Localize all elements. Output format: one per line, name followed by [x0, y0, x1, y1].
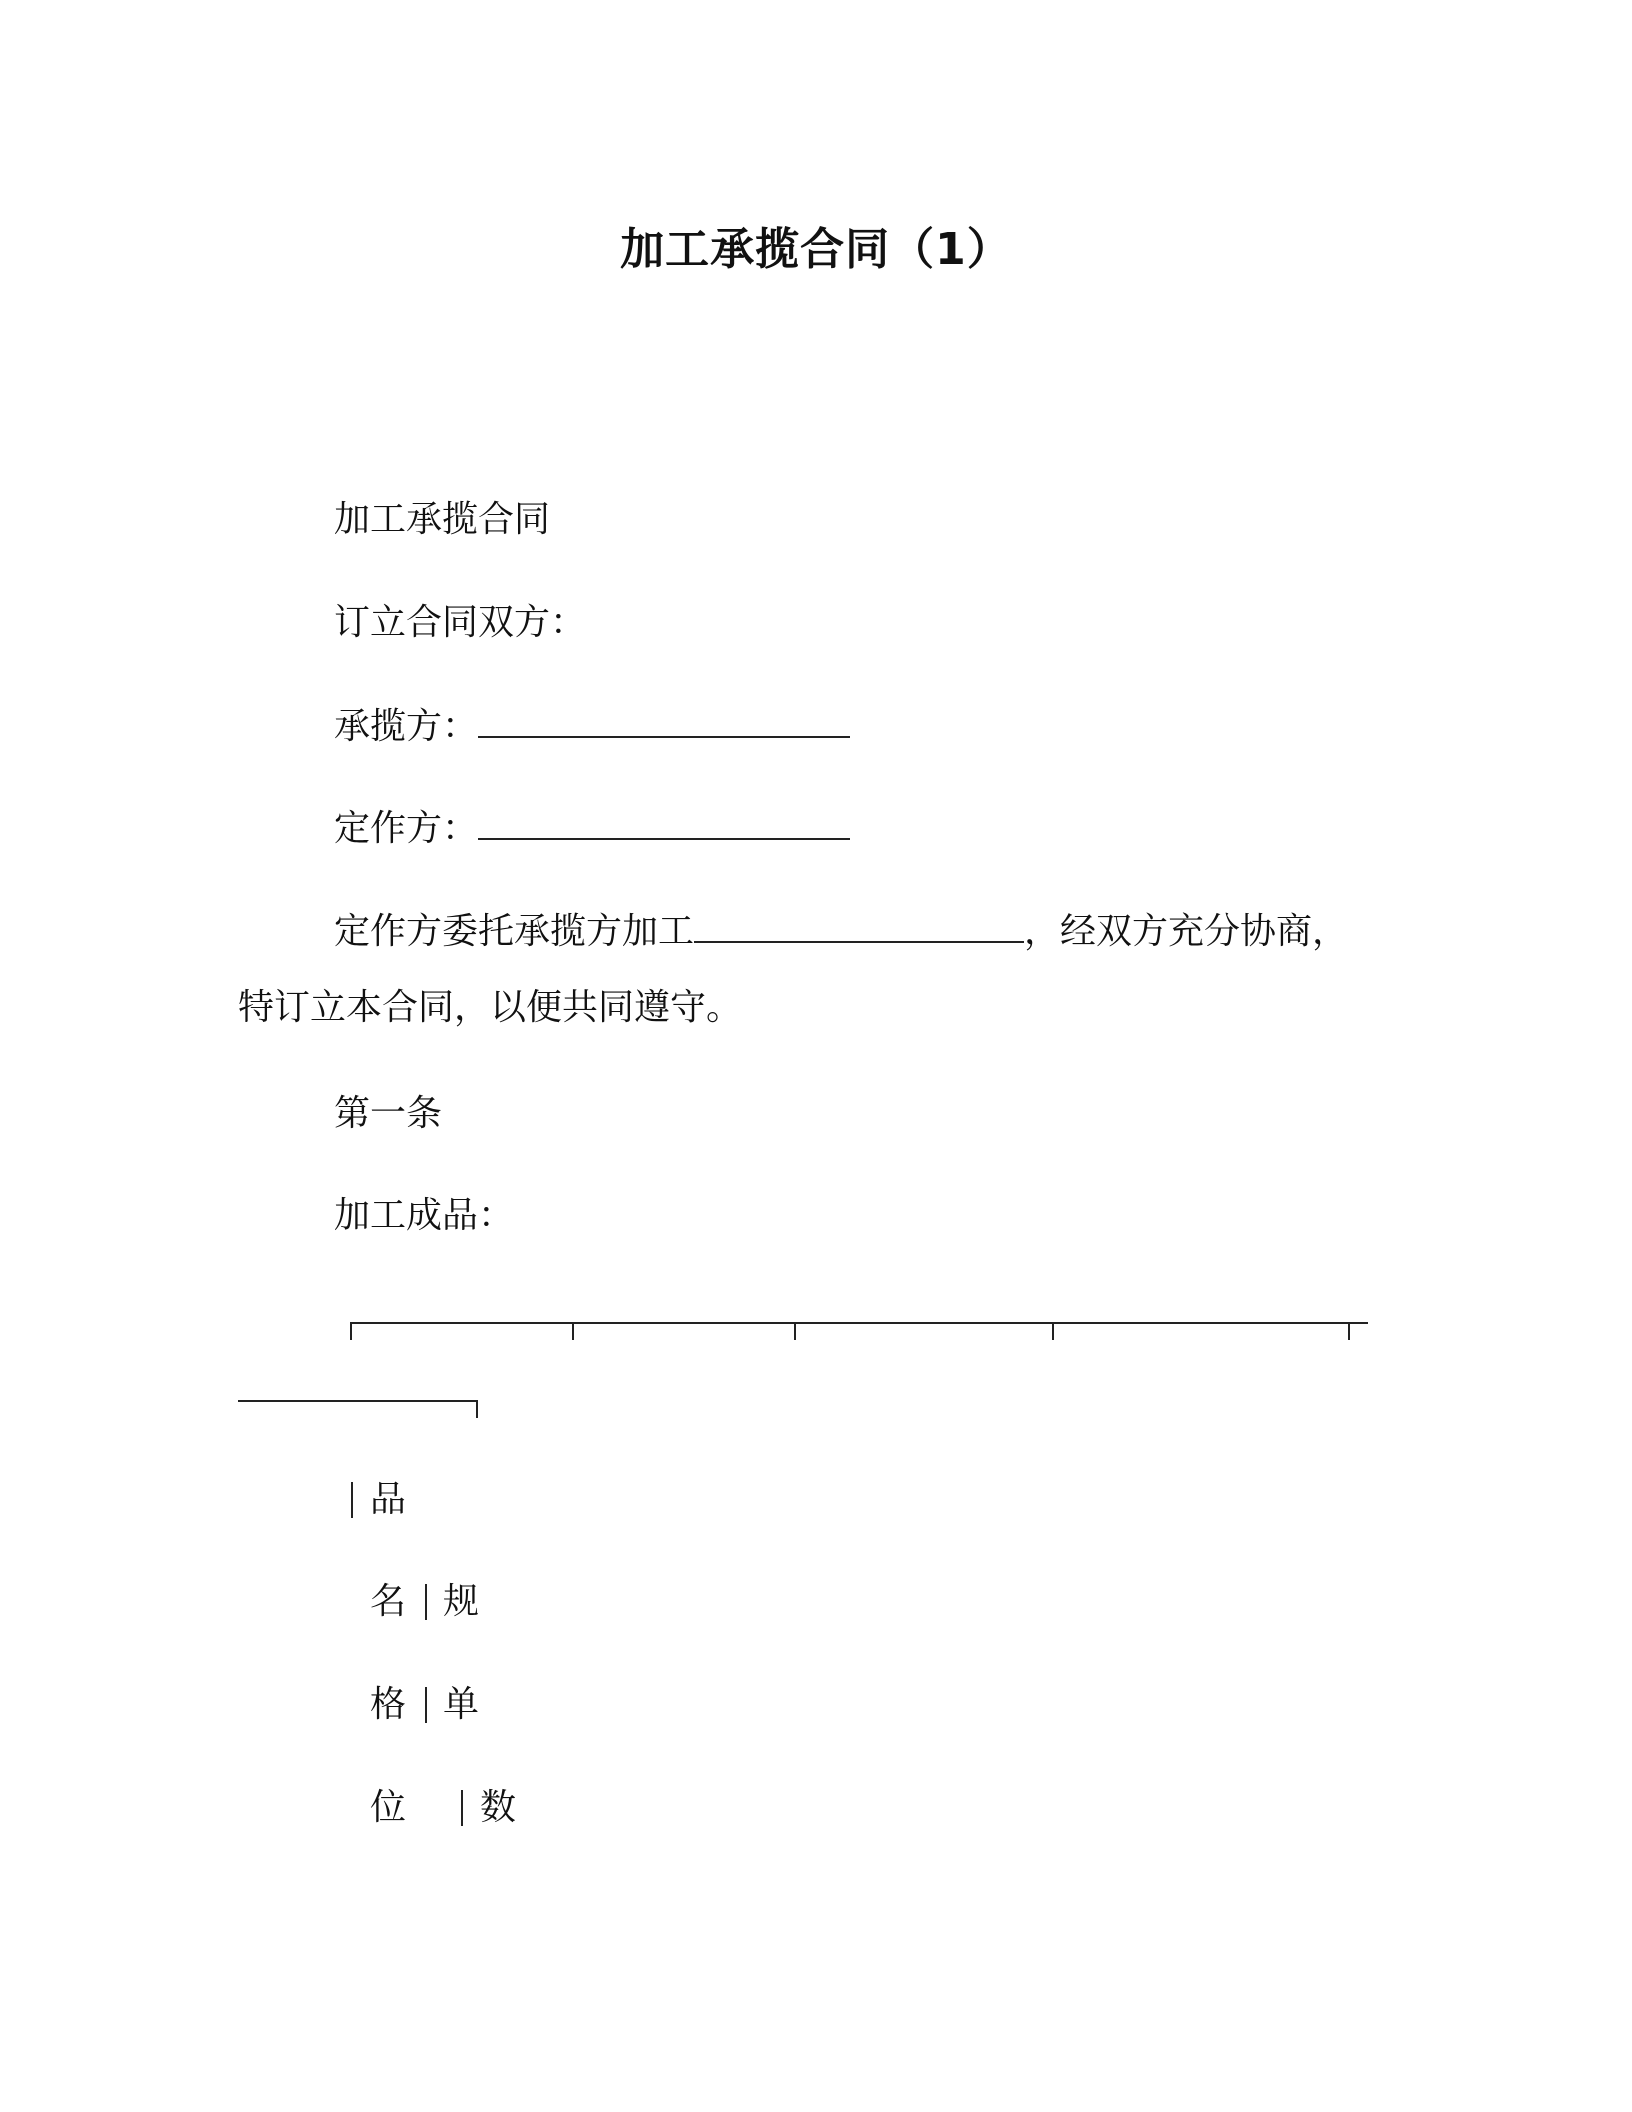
contractor-blank[interactable] — [478, 700, 850, 738]
intro-part2: ，经双方充分协商， — [1024, 911, 1349, 952]
table-header-char: 位 — [370, 1787, 407, 1828]
table-second-rule — [238, 1400, 478, 1402]
table-tick — [794, 1322, 796, 1340]
table-header-char: 单 — [443, 1684, 480, 1725]
document-title: 加工承揽合同（1） — [620, 224, 1012, 275]
table-tick — [572, 1322, 574, 1340]
table-cell-border — [461, 1790, 463, 1826]
table-header-char: 品 — [370, 1479, 407, 1520]
contractor-label: 承揽方： — [334, 706, 479, 747]
table-cell-border — [351, 1482, 353, 1518]
client-blank[interactable] — [478, 802, 850, 840]
contract-heading: 加工承揽合同 — [334, 499, 551, 540]
contractor-line — [334, 700, 850, 753]
client-line — [334, 802, 850, 855]
table-tick — [476, 1400, 478, 1418]
article-1-heading: 第一条 — [334, 1093, 443, 1134]
processing-item-blank[interactable] — [694, 905, 1024, 943]
parties-label: 订立合同双方： — [334, 602, 587, 643]
table-tick — [1052, 1322, 1054, 1340]
table-header-char: 名 — [370, 1581, 407, 1622]
table-tick — [350, 1322, 352, 1340]
table-tick — [1348, 1322, 1350, 1340]
table-cell-border — [425, 1584, 427, 1620]
table-header-char: 格 — [370, 1684, 407, 1725]
intro-part1: 定作方委托承揽方加工 — [334, 911, 695, 952]
table-header-char: 数 — [480, 1787, 517, 1828]
finished-goods-label: 加工成品： — [334, 1195, 515, 1236]
table-top-rule — [350, 1322, 1368, 1324]
table-header-char: 规 — [443, 1581, 480, 1622]
client-label: 定作方： — [334, 808, 479, 849]
table-cell-border — [425, 1687, 427, 1723]
intro-line-1 — [334, 905, 1348, 958]
intro-line-2: 特订立本合同，以便共同遵守。 — [238, 987, 743, 1028]
